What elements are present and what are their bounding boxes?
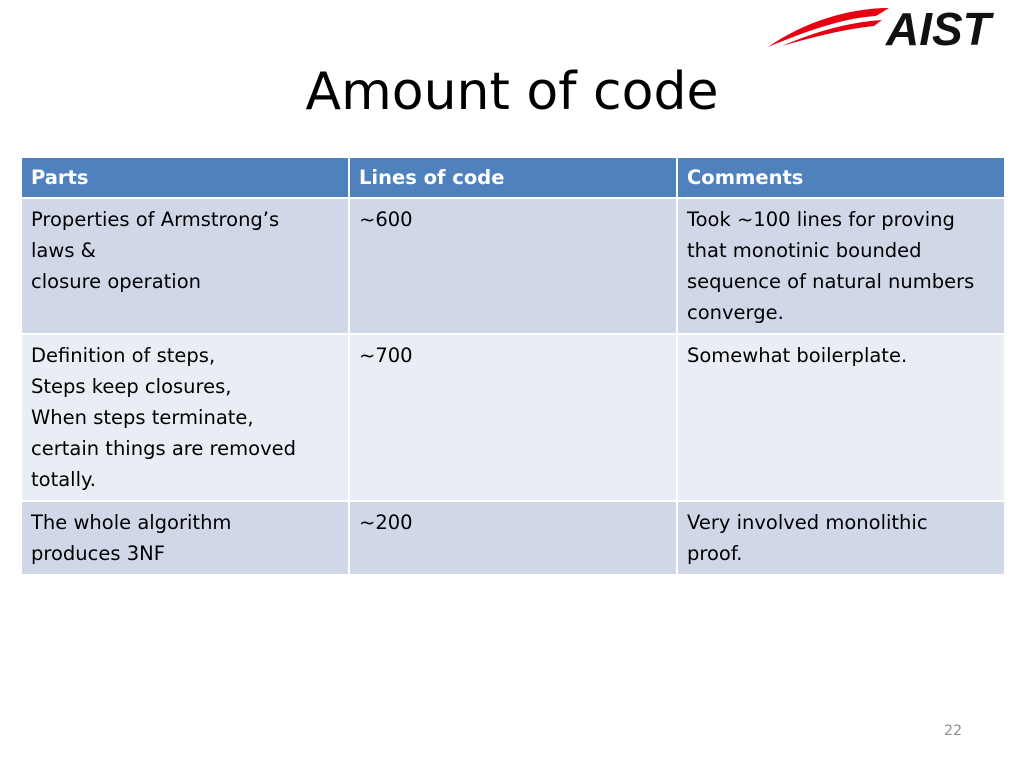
aist-logo-mark <box>764 2 1024 54</box>
page-number: 22 <box>944 723 962 739</box>
cell-text: ~200 <box>359 511 413 534</box>
cell-text: ~700 <box>359 344 413 367</box>
slide-title: Amount of code <box>305 62 719 122</box>
cell-text: produces 3NF <box>31 542 165 565</box>
cell-text: certain things are removed <box>31 437 296 460</box>
cell-text: that monotinic bounded <box>687 239 922 262</box>
cell-text: Properties of Armstrong’s <box>31 208 280 231</box>
table-row <box>21 501 1005 575</box>
cell-lines <box>349 198 677 334</box>
code-amount-table <box>20 156 1006 576</box>
cell-text: closure operation <box>31 270 201 293</box>
cell-text: Took ~100 lines for proving <box>687 208 955 231</box>
cell-lines <box>349 334 677 501</box>
cell-text: Very involved monolithic <box>687 511 928 534</box>
table-row <box>21 198 1005 334</box>
cell-text: proof. <box>687 542 743 565</box>
logo-text: AIST <box>886 3 991 54</box>
cell-text: ~600 <box>359 208 413 231</box>
cell-text: sequence of natural numbers <box>687 270 975 293</box>
table-header-row <box>21 157 1005 198</box>
cell-text: When steps terminate, <box>31 406 254 429</box>
header-lines-of-code: Lines of code <box>349 157 677 198</box>
cell-text: totally. <box>31 468 96 491</box>
cell-comments <box>677 334 1005 501</box>
cell-comments <box>677 198 1005 334</box>
cell-text: laws & <box>31 239 96 262</box>
cell-text: Definition of steps, <box>31 344 216 367</box>
cell-parts <box>21 334 349 501</box>
cell-comments <box>677 501 1005 575</box>
cell-parts <box>21 501 349 575</box>
cell-text: The whole algorithm <box>31 511 232 534</box>
cell-text: converge. <box>687 301 784 324</box>
cell-parts <box>21 198 349 334</box>
aist-logo <box>764 2 1024 54</box>
table-row <box>21 334 1005 501</box>
cell-lines <box>349 501 677 575</box>
cell-text: Somewhat boilerplate. <box>687 344 908 367</box>
header-parts: Parts <box>21 157 349 198</box>
cell-text: Steps keep closures, <box>31 375 232 398</box>
header-comments: Comments <box>677 157 1005 198</box>
